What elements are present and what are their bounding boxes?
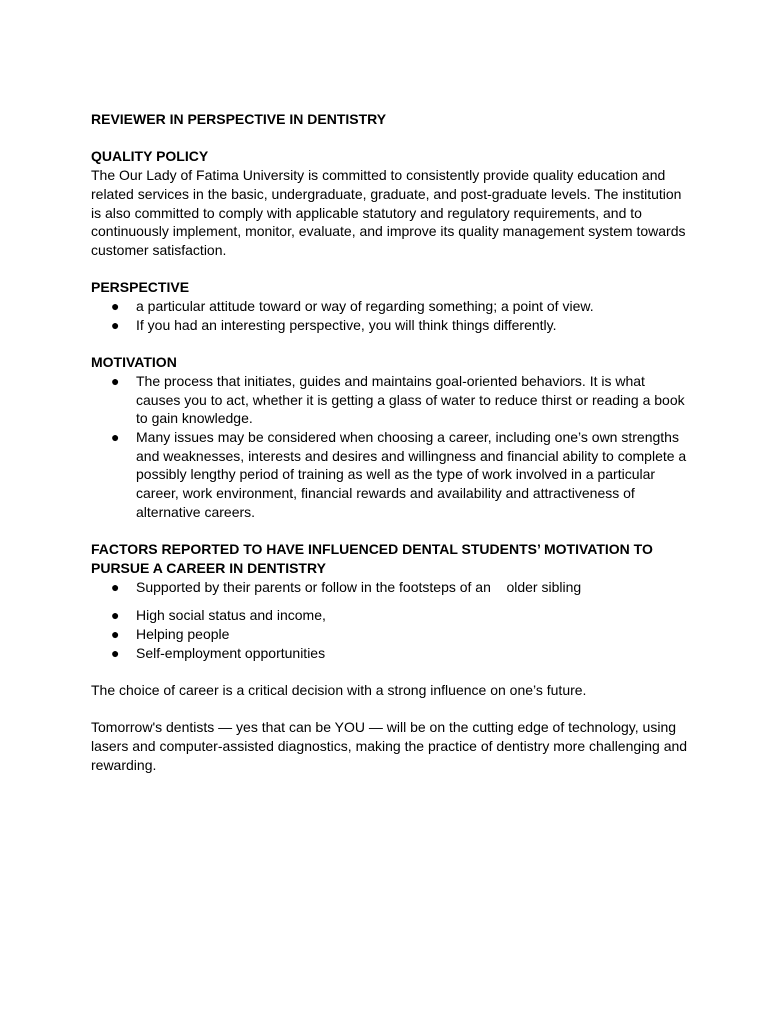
quality-policy-text: The Our Lady of Fatima University is committed to consistently provide quality education and related services in the basic, undergraduate, graduate, and post-graduate levels. The institution is also committed to comply with applicable statutory and regulatory requirements, and to continuously implement, monitor, evaluate, and improve its quality management system towards customer satisfaction. <box>91 167 686 258</box>
factors-heading: FACTORS REPORTED TO HAVE INFLUENCED DENTAL STUDENTS’ MOTIVATION TO PURSUE A CAREER IN DENTISTRY <box>91 541 653 576</box>
spacer <box>91 521 691 540</box>
closing-paragraph: The choice of career is a critical decision with a strong influence on one’s future. <box>91 682 587 699</box>
perspective-section <box>91 278 691 334</box>
motivation-section <box>91 353 691 521</box>
document-title: REVIEWER IN PERSPECTIVE IN DENTISTRY <box>91 111 387 127</box>
bullet-icon: ● <box>111 428 120 445</box>
perspective-list <box>91 297 691 334</box>
list-item-text: The process that initiates, guides and maintains goal-oriented behaviors. It is what causes you to act, whether it is getting a glass of water to reduce thirst or reading a book to gain knowledge. <box>136 372 685 427</box>
bullet-icon: ● <box>111 316 120 333</box>
spacer <box>91 260 691 279</box>
factors-list <box>91 578 691 663</box>
list-item <box>91 578 691 597</box>
list-item <box>91 372 691 428</box>
motivation-list <box>91 372 691 522</box>
spacer <box>91 662 691 681</box>
bullet-icon: ● <box>111 625 120 642</box>
quality-policy-section <box>91 147 691 259</box>
list-item-text: If you had an interesting perspective, you will think things differently. <box>136 316 557 333</box>
list-item <box>91 428 691 522</box>
bullet-icon: ● <box>111 298 120 314</box>
factors-section <box>91 540 691 662</box>
quality-policy-heading: QUALITY POLICY <box>91 148 209 165</box>
bullet-icon: ● <box>111 644 120 661</box>
bullet-icon: ● <box>111 578 120 595</box>
spacer <box>91 700 691 719</box>
bullet-icon: ● <box>111 372 120 389</box>
list-item-text: Self-employment opportunities <box>136 644 326 661</box>
list-item-text: Supported by their parents or follow in the footsteps of an older sibling <box>136 578 582 595</box>
list-item <box>91 606 691 625</box>
perspective-heading: PERSPECTIVE <box>91 279 190 296</box>
list-item-text: Helping people <box>136 625 230 642</box>
bullet-icon: ● <box>111 607 120 624</box>
motivation-heading: MOTIVATION <box>91 354 177 371</box>
list-item <box>91 297 691 316</box>
list-item <box>91 316 691 335</box>
list-item-text: High social status and income, <box>136 607 326 624</box>
list-item <box>91 625 691 644</box>
list-item-text: Many issues may be considered when choosing a career, including one’s own strengths and weaknesses, interests and desires and willingness and financial ability to complete a possibly lengthy period of training as well as the type of work involved in a particular career, work environment, financial rewards and availability and attractiveness of alternative careers. <box>136 428 687 520</box>
list-item-text: a particular attitude toward or way of regarding something; a point of view. <box>136 298 594 314</box>
spacer <box>91 334 691 353</box>
closing-paragraph: Tomorrow's dentists — yes that can be YOU — will be on the cutting edge of technology, using lasers and computer-assisted diagnostics, making the practice of dentistry more challenging and rewarding. <box>91 719 688 773</box>
document-body <box>91 110 691 775</box>
list-item <box>91 644 691 663</box>
